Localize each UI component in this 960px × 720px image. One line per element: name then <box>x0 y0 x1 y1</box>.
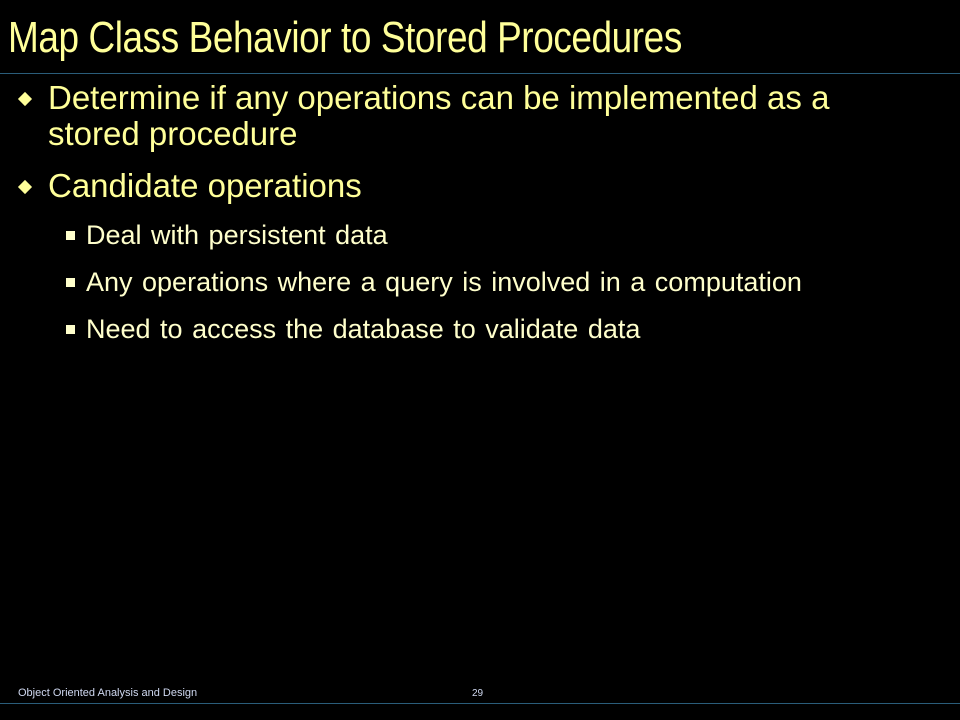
bullet-text: Candidate operations <box>48 167 362 204</box>
bullet-text: Determine if any operations can be implemented as a stored procedure <box>48 79 830 152</box>
sub-bullet-text: Any operations where a query is involved in a computation <box>86 267 802 297</box>
square-bullet-icon <box>66 325 75 334</box>
sub-bullet-item <box>0 220 960 251</box>
footer-course-title: Object Oriented Analysis and Design <box>18 687 198 699</box>
sub-bullet-text: Need to access the database to validate data <box>86 314 641 344</box>
slide-title: Map Class Behavior to Stored Procedures <box>8 13 682 62</box>
sub-bullet-item <box>0 314 960 345</box>
diamond-bullet-icon <box>18 180 32 194</box>
footer-divider <box>0 703 960 704</box>
sub-bullet-text: Deal with persistent data <box>86 220 388 250</box>
square-bullet-icon <box>66 231 75 240</box>
sub-bullet-item <box>0 267 960 298</box>
page-number: 29 <box>472 688 484 699</box>
bullet-item <box>0 168 960 204</box>
title-divider <box>0 73 960 74</box>
diamond-bullet-icon <box>18 92 32 106</box>
bullet-list <box>0 80 960 361</box>
square-bullet-icon <box>66 278 75 287</box>
bullet-item <box>0 80 960 152</box>
